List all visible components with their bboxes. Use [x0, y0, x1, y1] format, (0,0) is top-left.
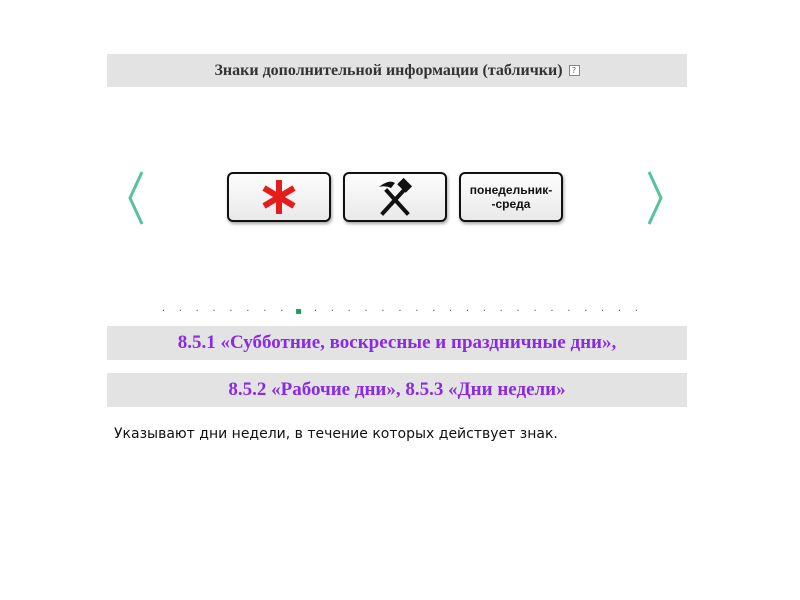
carousel-dot[interactable]: · — [178, 306, 182, 317]
carousel-dot[interactable]: · — [381, 306, 385, 317]
carousel-dot[interactable]: · — [465, 306, 470, 317]
hammer-pick-icon — [375, 177, 415, 217]
chevron-left-icon[interactable] — [124, 168, 148, 228]
carousel-dot[interactable]: · — [533, 306, 537, 317]
carousel-dot[interactable]: · — [516, 306, 520, 317]
carousel-dot[interactable]: · — [398, 306, 402, 317]
carousel-dot[interactable]: · — [280, 306, 284, 317]
carousel-dot[interactable]: · — [550, 306, 554, 317]
carousel-dot[interactable]: · — [313, 306, 318, 317]
caption-bar-1 — [107, 326, 687, 360]
caption-line-2: 8.5.2 «Рабочие дни», 8.5.3 «Дни недели» — [228, 379, 566, 400]
carousel-dot[interactable]: · — [432, 306, 436, 317]
carousel-dot[interactable]: · — [584, 306, 588, 317]
carousel-dot[interactable]: · — [330, 306, 334, 317]
carousel-dot[interactable]: · — [161, 306, 166, 317]
carousel-dot[interactable]: · — [499, 306, 503, 317]
carousel-dot[interactable]: · — [229, 306, 233, 317]
carousel-dot[interactable]: · — [347, 306, 351, 317]
asterisk-icon — [259, 177, 299, 217]
carousel-dot[interactable]: · — [364, 306, 368, 317]
section-header — [107, 54, 687, 87]
carousel-dot[interactable]: · — [567, 306, 571, 317]
carousel-dot[interactable]: · — [617, 306, 622, 317]
carousel-dot[interactable]: · — [482, 306, 486, 317]
sign-hammer-pick[interactable] — [343, 172, 447, 222]
sign-asterisk[interactable] — [227, 172, 331, 222]
caption-bar-2 — [107, 373, 687, 407]
description-text: Указывают дни недели, в течение которых действует знак. — [114, 426, 558, 442]
sign-weekdays[interactable] — [459, 172, 563, 222]
carousel-dot[interactable]: · — [246, 306, 250, 317]
caption-line-1: 8.5.1 «Субботние, воскресные и праздничные дни», — [177, 332, 617, 353]
carousel-dot[interactable]: · — [601, 306, 605, 317]
sign-weekdays-text: понедельник- -среда — [469, 183, 553, 211]
carousel-dot[interactable]: · — [448, 306, 453, 317]
help-icon[interactable]: ? — [569, 65, 580, 76]
carousel-dot[interactable]: · — [212, 306, 216, 317]
carousel-dot[interactable]: · — [195, 306, 199, 317]
section-title: Знаки дополнительной информации (таблички) — [214, 61, 563, 79]
carousel-dot[interactable]: · — [634, 306, 638, 317]
carousel-pagination — [155, 306, 645, 318]
carousel-dot[interactable]: ▪ — [295, 306, 302, 317]
carousel-dot[interactable]: · — [263, 306, 267, 317]
chevron-right-icon[interactable] — [643, 168, 667, 228]
carousel-dot[interactable]: · — [415, 306, 419, 317]
